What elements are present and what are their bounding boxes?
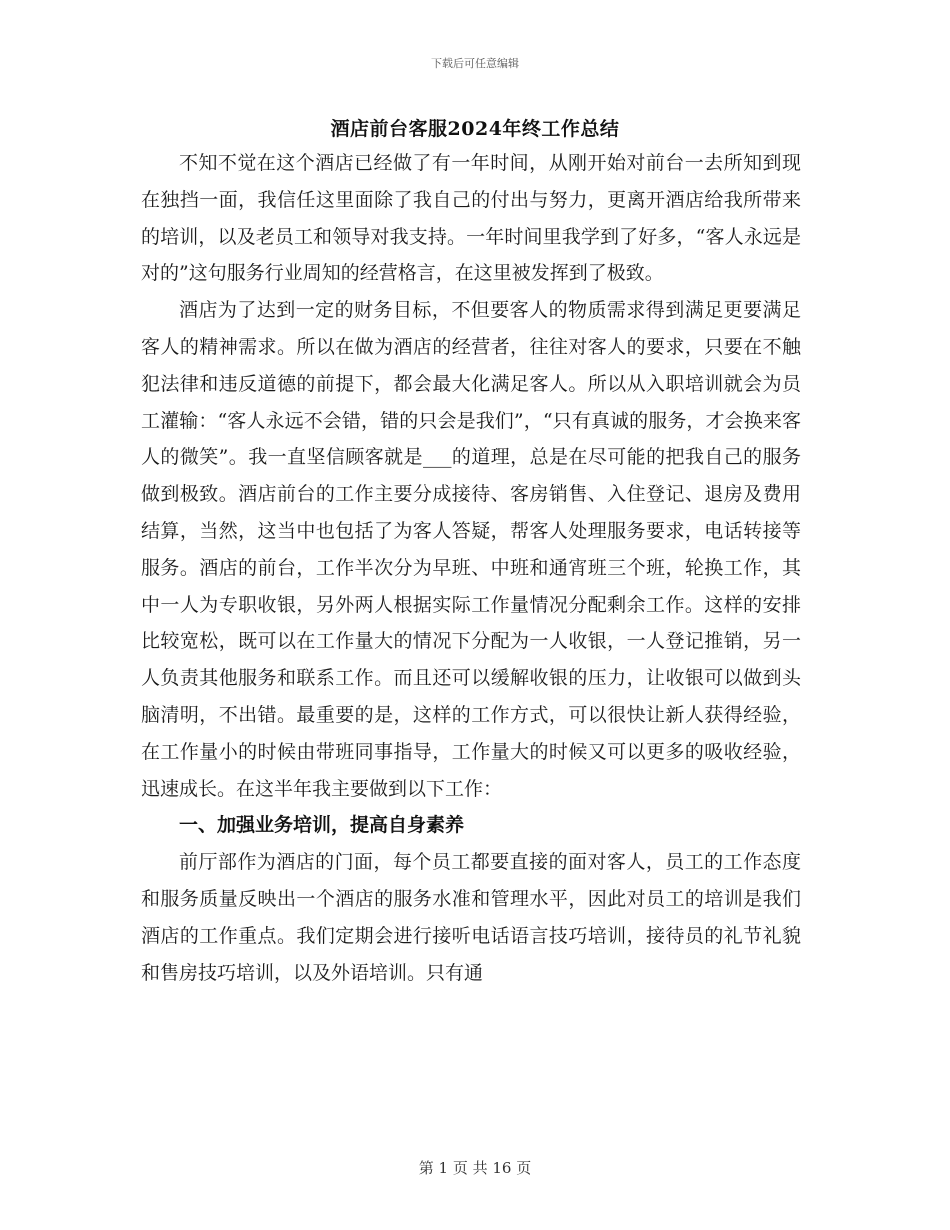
section-heading: 一、加强业务培训，提高自身素养 — [179, 814, 465, 837]
paragraph: 酒店为了达到一定的财务目标，不但要客人的物质需求得到满足更要满足客人的精神需求。所以在做为酒店的经营者，往往对客人的要求，只要在不触犯法律和违反道德的前提下，都会最大化满足客人。所以从入职培训就会为员工灌输：“客人永远不会错，错的只会是我们”，“只有真诚的服务，才会换来客人的微笑”。我一直坚信顾客就是___的道理，总是在尽可能的把我自己的服务做到极致。酒店前台的工作主要分成接待、客房销售、入住登记、退房及费用结算，当然，这当中也包括了为客人答疑，帮客人处理服务要求，电话转接等服务。酒店的前台，工作半次分为早班、中班和通宵班三个班，轮换工作，其中一人为专职收银，另外两人根据实际工作量情况分配剩余工作。这样的安排比较宽松，既可以在工作量大的情况下分配为一人收银，一人登记推销，另一人负责其他服务和联系工作。而且还可以缓解收银的压力，让收银可以做到头脑清明，不出错。最重要的是，这样的工作方式，可以很快让新人获得经验，在工作量小的时候由带班同事指导，工作量大的时候又可以更多的吸收经验，迅速成长。在这半年我主要做到以下工作： — [141, 299, 801, 800]
paragraph: 不知不觉在这个酒店已经做了有一年时间，从刚开始对前台一去所知到现在独挡一面，我信任这里面除了我自己的付出与努力，更离开酒店给我所带来的培训，以及老员工和领导对我支持。一年时间里我学到了好多，“客人永远是对的”这句服务行业周知的经营格言，在这里被发挥到了极致。 — [141, 152, 801, 285]
document-body — [141, 145, 801, 991]
page-number: 第 1 页 共 16 页 — [418, 1159, 532, 1177]
paragraph: 前厅部作为酒店的门面，每个员工都要直接的面对客人，员工的工作态度和服务质量反映出一个酒店的服务水准和管理水平，因此对员工的培训是我们酒店的工作重点。我们定期会进行接听电话语言技巧培训，接待员的礼节礼貌和售房技巧培训，以及外语培训。只有通 — [141, 851, 801, 984]
header-note: 下载后可任意编辑 — [431, 57, 519, 70]
document-title: 酒店前台客服2024年终工作总结 — [330, 118, 620, 140]
